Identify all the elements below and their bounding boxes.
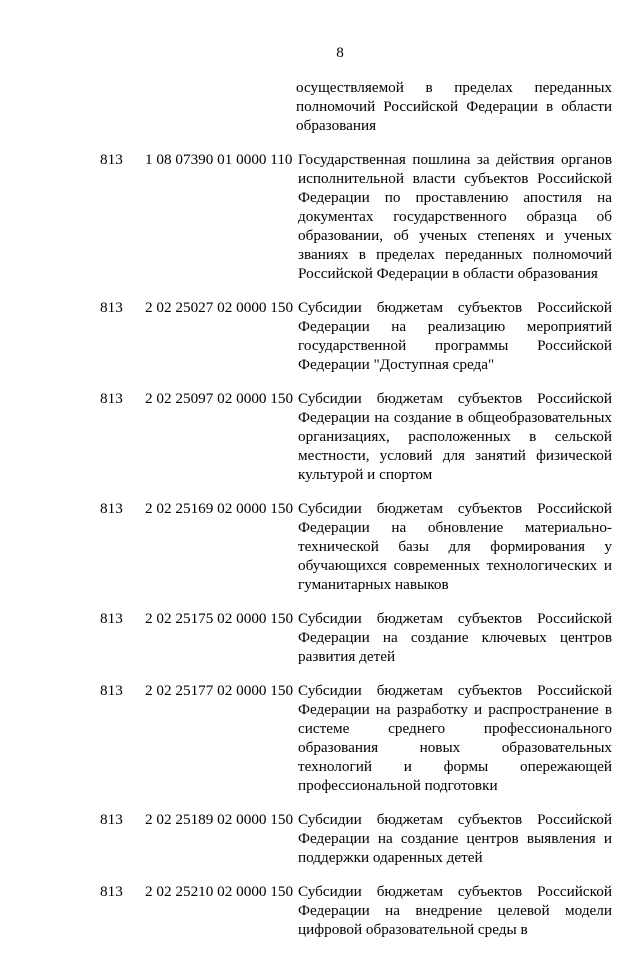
table-row bbox=[96, 78, 612, 135]
row-description: Субсидии бюджетам субъектов Российской Федерации на реализацию мероприятий государственной программы Российской Федерации "Доступная среда" bbox=[298, 299, 612, 373]
row-description: Субсидии бюджетам субъектов Российской Федерации на создание в общеобразовательных организациях, расположенных в сельской местности, условий для занятий физической культурой и спортом bbox=[298, 390, 612, 483]
row-revenue-code: 2 02 25097 02 0000 150 bbox=[145, 390, 294, 407]
row-description: Государственная пошлина за действия органов исполнительной власти субъектов Российской Федерации по проставлению апостиля на документах государственного образца об образовании, об ученых степенях и ученых званиях в пределах переданных полномочий Российской Федерации в области образования bbox=[298, 151, 612, 282]
row-revenue-code: 2 02 25210 02 0000 150 bbox=[145, 883, 294, 900]
row-revenue-code: 2 02 25175 02 0000 150 bbox=[145, 610, 294, 627]
row-description: Субсидии бюджетам субъектов Российской Федерации на обновление материально-технической базы для формирования у обучающихся современных технологических и гуманитарных навыков bbox=[298, 500, 612, 593]
row-revenue-code: 2 02 25177 02 0000 150 bbox=[145, 682, 294, 699]
table-row bbox=[96, 882, 612, 939]
row-admin-code: 813 bbox=[100, 883, 123, 900]
row-revenue-code: 1 08 07390 01 0000 110 bbox=[145, 151, 293, 168]
revenue-code-table bbox=[96, 78, 612, 954]
table-row bbox=[96, 389, 612, 484]
row-description: Субсидии бюджетам субъектов Российской Федерации на внедрение целевой модели цифровой образовательной среды в bbox=[298, 883, 612, 938]
table-row bbox=[96, 810, 612, 867]
row-admin-code: 813 bbox=[100, 299, 123, 316]
row-admin-code: 813 bbox=[100, 151, 123, 168]
row-revenue-code: 2 02 25027 02 0000 150 bbox=[145, 299, 294, 316]
row-admin-code: 813 bbox=[100, 390, 123, 407]
row-admin-code: 813 bbox=[100, 811, 123, 828]
row-revenue-code: 2 02 25169 02 0000 150 bbox=[145, 500, 294, 517]
row-description: осуществляемой в пределах переданных полномочий Российской Федерации в области образования bbox=[296, 79, 612, 134]
table-row bbox=[96, 150, 612, 283]
row-description: Субсидии бюджетам субъектов Российской Федерации на разработку и распространение в системе среднего профессионального образования новых образовательных технологий и формы опережающей профессиональной подготовки bbox=[298, 682, 612, 794]
row-description: Субсидии бюджетам субъектов Российской Федерации на создание ключевых центров развития детей bbox=[298, 610, 612, 665]
row-admin-code: 813 bbox=[100, 610, 123, 627]
row-description: Субсидии бюджетам субъектов Российской Федерации на создание центров выявления и поддержки одаренных детей bbox=[298, 811, 612, 866]
table-row bbox=[96, 298, 612, 374]
page-number: 8 bbox=[336, 44, 344, 61]
table-row bbox=[96, 499, 612, 594]
table-row bbox=[96, 609, 612, 666]
table-row bbox=[96, 681, 612, 795]
row-revenue-code: 2 02 25189 02 0000 150 bbox=[145, 811, 294, 828]
row-admin-code: 813 bbox=[100, 682, 123, 699]
row-admin-code: 813 bbox=[100, 500, 123, 517]
